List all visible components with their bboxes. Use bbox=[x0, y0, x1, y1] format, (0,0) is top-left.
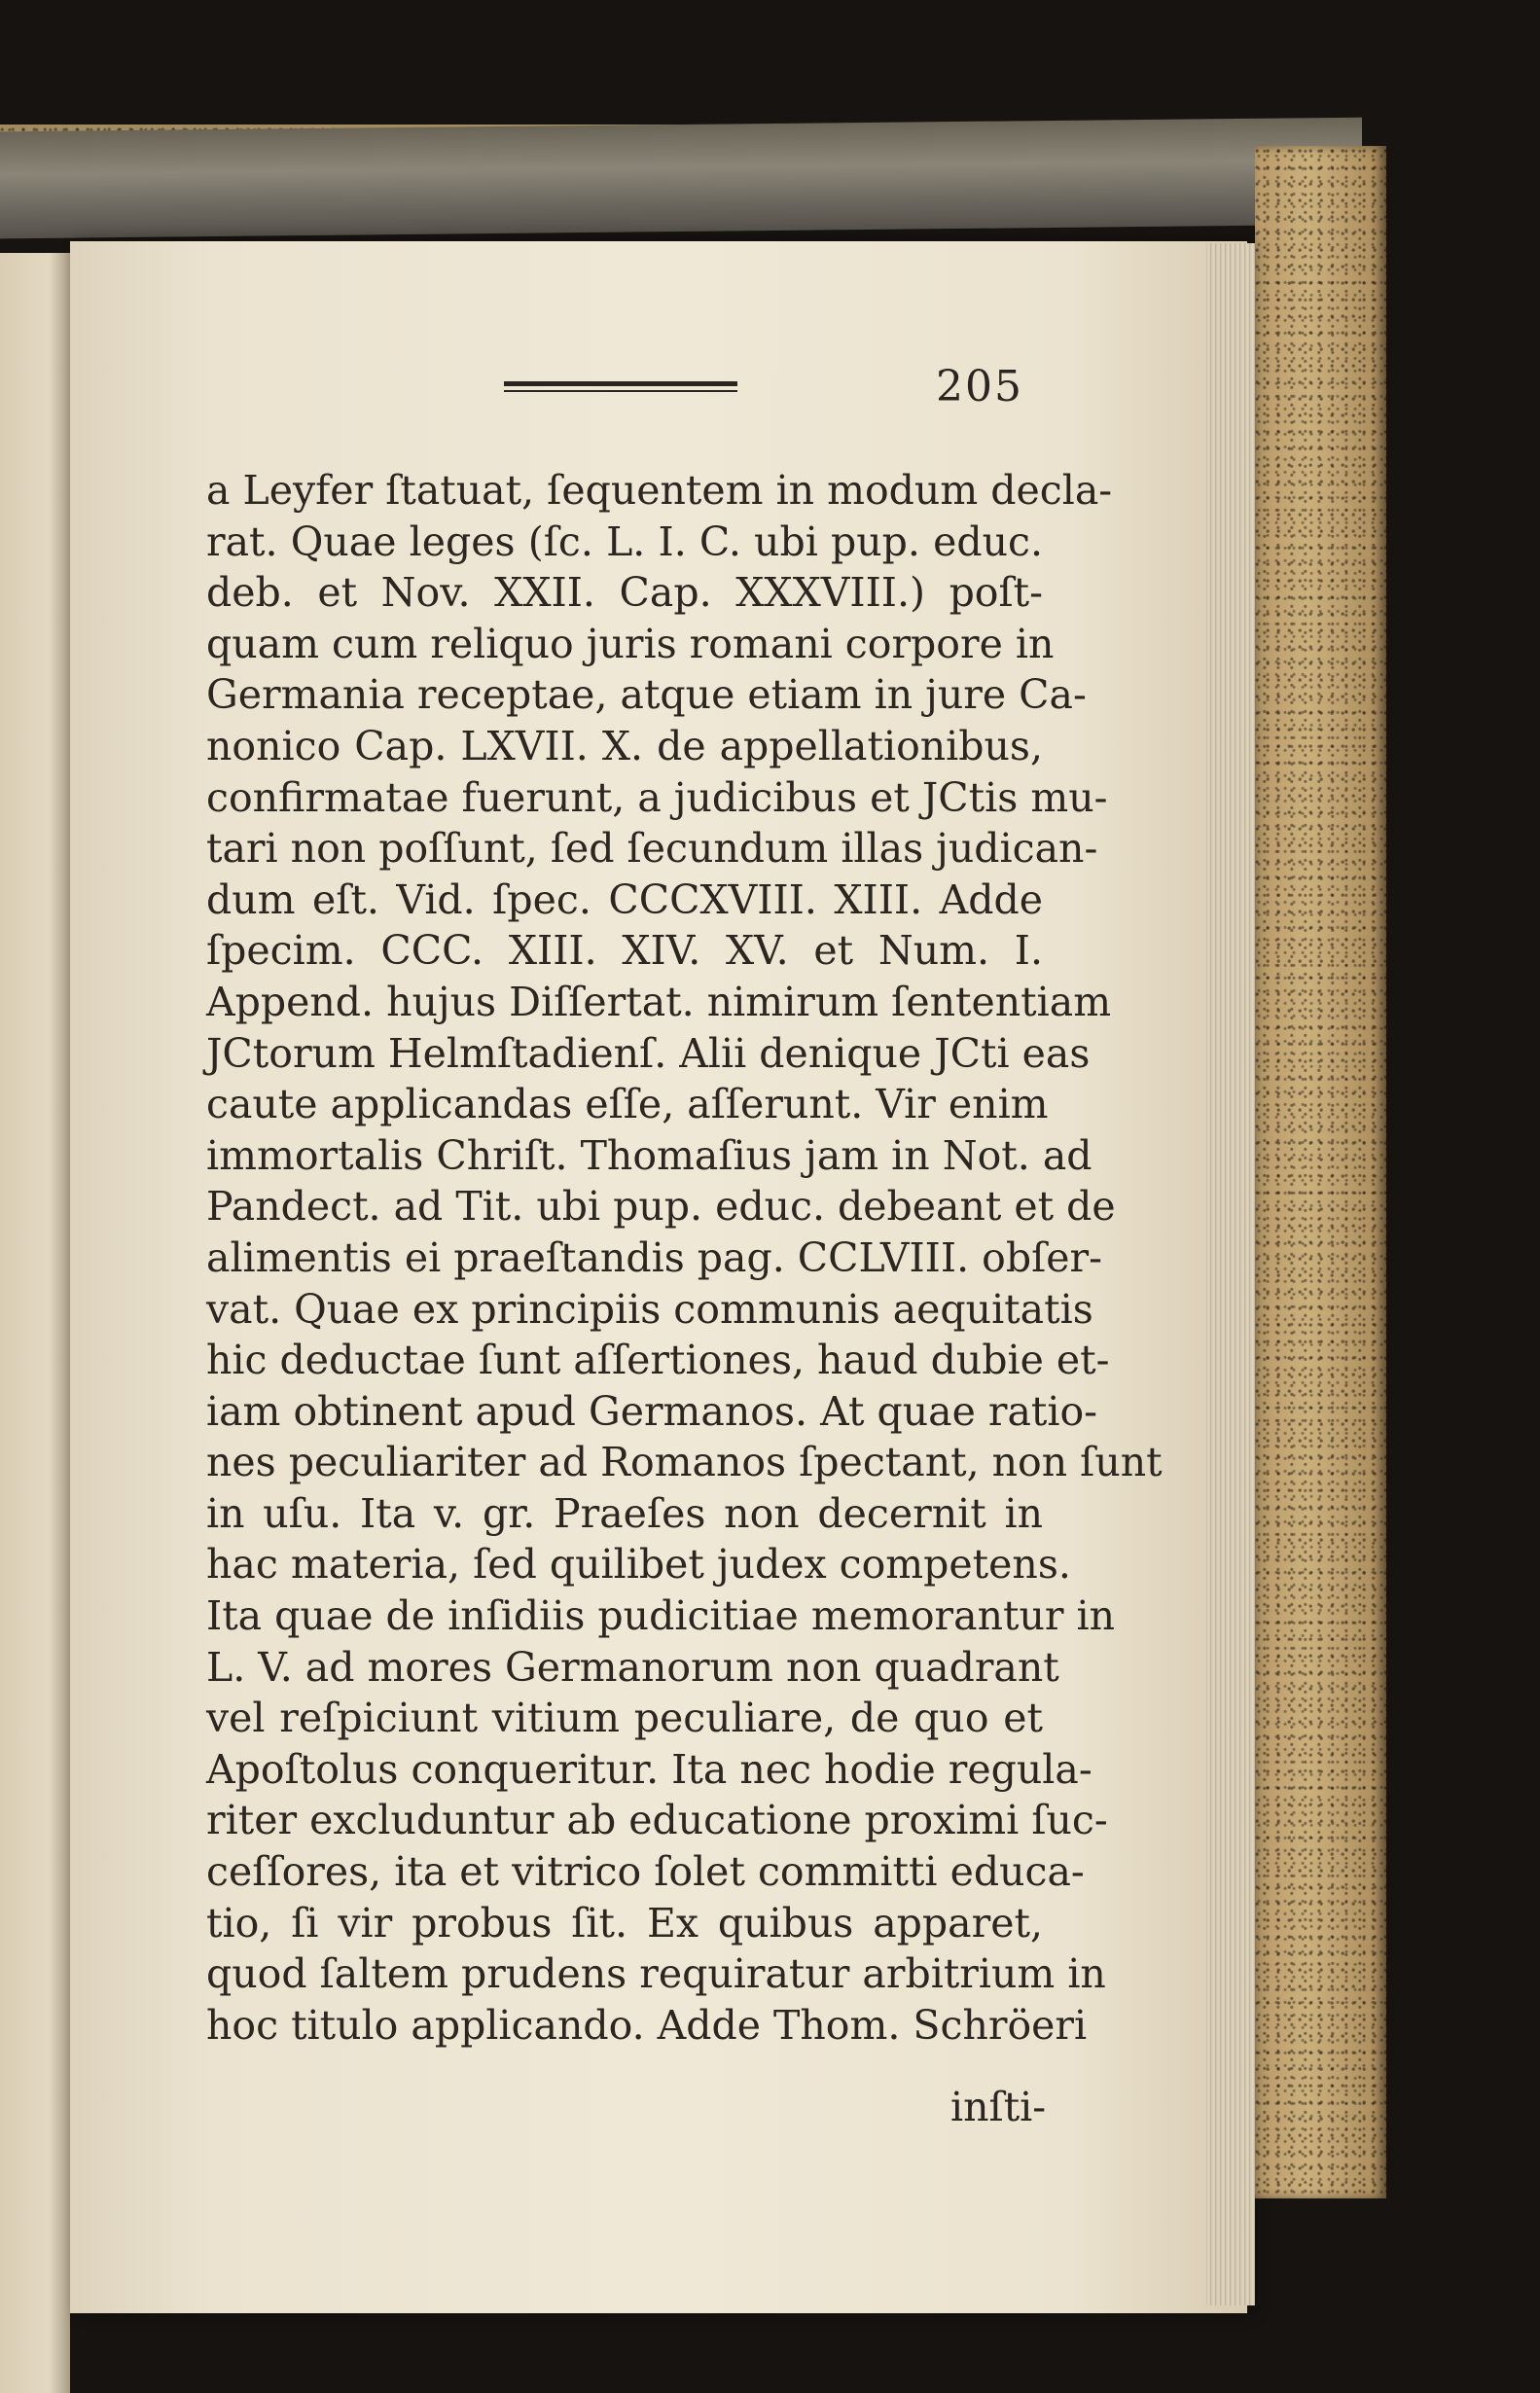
text-line: quod ſaltem prudens requiratur arbitrium in bbox=[206, 1950, 1106, 1998]
text-line: in uſu. Ita v. gr. Praeſes non decernit in bbox=[206, 1489, 1043, 1537]
text-line: JCtorum Helmſtadienſ. Alii denique JCti eas bbox=[206, 1029, 1091, 1077]
text-line: Append. hujus Diſſertat. nimirum ſententiam bbox=[206, 978, 1112, 1025]
text-line: a Leyfer ſtatuat, ſequentem in modum decla- bbox=[206, 467, 1113, 514]
text-line: hoc titulo applicando. Adde Thom. Schröeri bbox=[206, 2001, 1088, 2049]
catchword: inſti- bbox=[950, 2084, 1047, 2130]
text-line: iam obtinent apud Germanos. At quae ratio- bbox=[206, 1387, 1098, 1435]
text-line: alimentis ei praeſtandis pag. CCLVIII. obſer- bbox=[206, 1233, 1102, 1281]
page-number: 205 bbox=[936, 362, 1023, 411]
text-line: Ita quae de inſidiis pudicitiae memorantur in bbox=[206, 1592, 1116, 1640]
text-line: quam cum reliquo juris romani corpore in bbox=[206, 620, 1055, 667]
text-line: rat. Quae leges (ſc. L. I. C. ubi pup. educ. bbox=[206, 518, 1043, 565]
text-line: deb. et Nov. XXII. Cap. XXXVIII.) poſt- bbox=[206, 569, 1043, 617]
text-line: Germania receptae, atque etiam in jure Ca- bbox=[206, 671, 1087, 719]
text-line: dum eſt. Vid. ſpec. CCCXVIII. XIII. Adde bbox=[206, 875, 1043, 923]
text-line: nes peculiariter ad Romanos ſpectant, non ſunt bbox=[206, 1439, 1163, 1486]
text-line: L. V. ad mores Germanorum non quadrant bbox=[206, 1643, 1059, 1691]
text-line: tio, ſi vir probus ſit. Ex quibus apparet, bbox=[206, 1899, 1043, 1947]
text-line: nonico Cap. LXVII. X. de appellationibus, bbox=[206, 722, 1043, 769]
text-line: hac materia, ſed quilibet judex competens. bbox=[206, 1541, 1071, 1589]
book-fore-edge bbox=[1255, 146, 1386, 2198]
header-rule bbox=[504, 381, 737, 395]
text-line: confirmatae fuerunt, a judicibus et JCtis mu- bbox=[206, 773, 1108, 821]
text-line: caute applicandas eſſe, aſſerunt. Vir enim bbox=[206, 1081, 1049, 1128]
text-line: Apoſtolus conqueritur. Ita nec hodie regula- bbox=[206, 1745, 1092, 1793]
text-line: Pandect. ad Tit. ubi pup. educ. debeant et de bbox=[206, 1183, 1116, 1231]
text-line: vat. Quae ex principiis communis aequitatis bbox=[206, 1285, 1093, 1333]
text-line: riter excluduntur ab educatione proximi ſuc- bbox=[206, 1797, 1108, 1844]
text-block-edge bbox=[0, 118, 1362, 239]
text-line: ceſſores, ita et vitrico ſolet committi educa- bbox=[206, 1848, 1085, 1896]
page-stack-edge bbox=[1206, 243, 1255, 2305]
body-text bbox=[206, 465, 1163, 2051]
text-line: immortalis Chriſt. Thomaſius jam in Not. ad bbox=[206, 1131, 1092, 1179]
text-line: ſpecim. CCC. XIII. XIV. XV. et Num. I. bbox=[206, 927, 1043, 975]
text-line: hic deductae ſunt aſſertiones, haud dubie et- bbox=[206, 1337, 1110, 1384]
text-line: tari non poſſunt, ſed ſecundum illas judican- bbox=[206, 825, 1098, 873]
facing-page bbox=[0, 253, 70, 2393]
text-line: vel reſpiciunt vitium peculiare, de quo et bbox=[206, 1695, 1043, 1742]
